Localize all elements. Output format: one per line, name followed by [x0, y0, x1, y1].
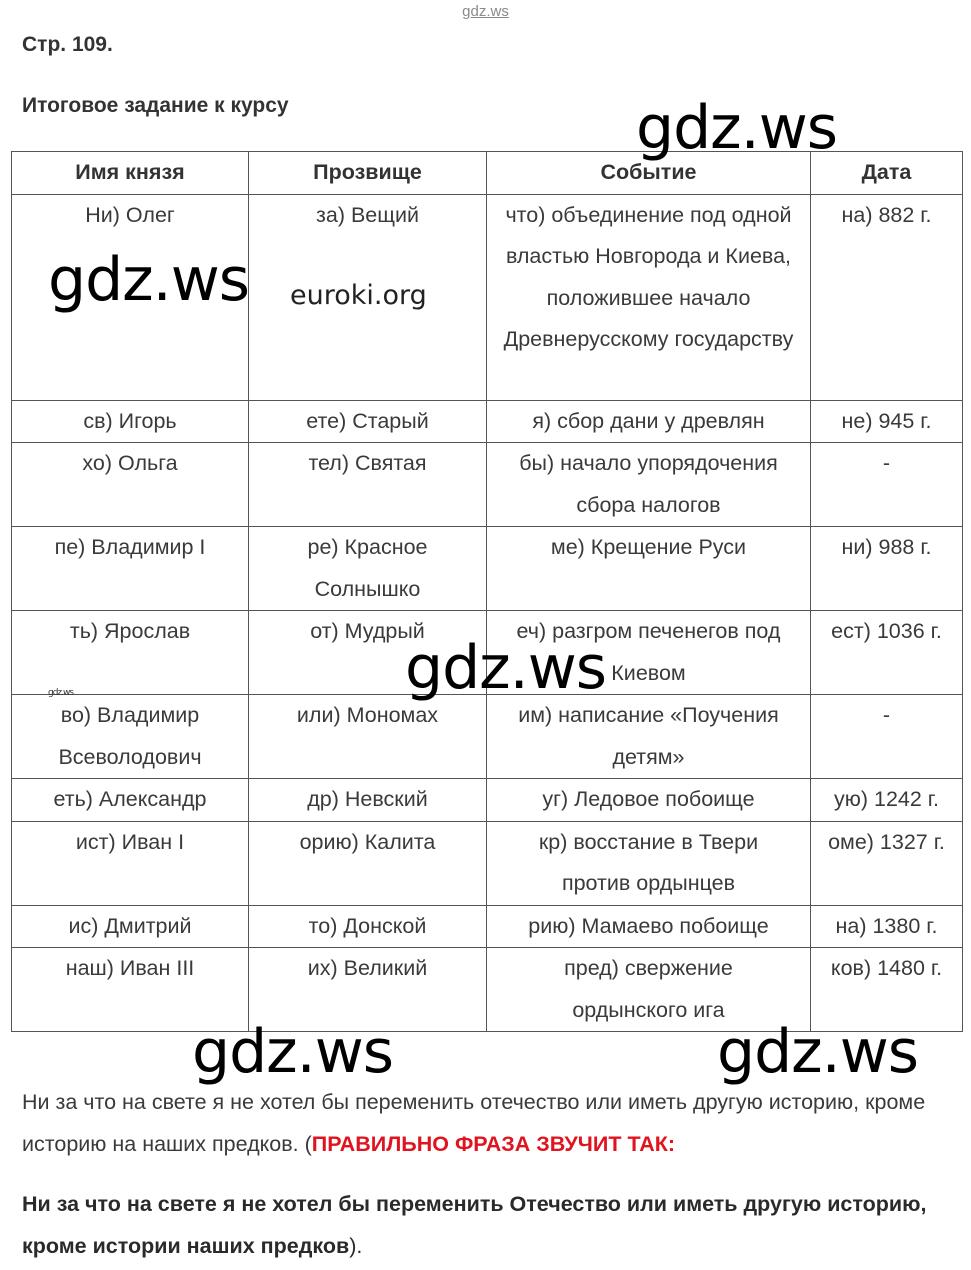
- correct-phrase: [22, 1183, 957, 1267]
- cell-event: ме) Крещение Руси: [487, 527, 811, 611]
- cell-date: на) 1380 г.: [811, 905, 963, 948]
- cell-nickname: или) Мономах: [249, 695, 487, 779]
- cell-event: пред) свержение ордынского ига: [487, 948, 811, 1032]
- cell-name: св) Игорь: [12, 400, 249, 443]
- cell-event: что) объединение под одной властью Новгорода и Киева, положившее начало Древнерусскому государству: [487, 194, 811, 400]
- table-row: [12, 695, 963, 779]
- cell-nickname: ете) Старый: [249, 400, 487, 443]
- watermark: gdz.ws: [48, 245, 250, 315]
- page-title: Стр. 109.: [22, 33, 113, 56]
- table-row: [12, 527, 963, 611]
- column-header-nickname: Прозвище: [249, 152, 487, 195]
- watermark: gdz.ws: [717, 1017, 919, 1087]
- cell-date: ест) 1036 г.: [811, 611, 963, 695]
- cell-date: ни) 988 г.: [811, 527, 963, 611]
- cell-nickname: тел) Святая: [249, 443, 487, 527]
- table-row: [12, 779, 963, 822]
- cell-event: бы) начало упорядочения сбора налогов: [487, 443, 811, 527]
- column-header-event: Событие: [487, 152, 811, 195]
- cell-date: -: [811, 695, 963, 779]
- subtitle: Итоговое задание к курсу: [22, 94, 289, 117]
- cell-name: хо) Ольга: [12, 443, 249, 527]
- cell-name: ис) Дмитрий: [12, 905, 249, 948]
- cell-event: кр) восстание в Твери против ордынцев: [487, 821, 811, 905]
- table-row: [12, 400, 963, 443]
- cell-date: ую) 1242 г.: [811, 779, 963, 822]
- column-header-date: Дата: [811, 152, 963, 195]
- cell-name: наш) Иван III: [12, 948, 249, 1032]
- table-row: [12, 905, 963, 948]
- watermark-small: gdz.ws: [48, 688, 74, 698]
- paragraph-text: Ни за что на свете я не хотел бы переменить отечество или иметь другую историю, кроме историю на наших предков. (: [22, 1090, 926, 1156]
- correct-phrase-text: Ни за что на свете я не хотел бы переменить Отечество или иметь другую историю, кроме истории наших предков: [22, 1192, 927, 1258]
- cell-nickname: их) Великий: [249, 948, 487, 1032]
- cell-nickname: ре) Красное Солнышко: [249, 527, 487, 611]
- correct-phrase-closing: ).: [349, 1234, 363, 1258]
- cell-nickname: орию) Калита: [249, 821, 487, 905]
- cell-nickname: за) Вещий: [249, 194, 487, 400]
- cell-name: еть) Александр: [12, 779, 249, 822]
- cell-date: -: [811, 443, 963, 527]
- top-watermark: gdz.ws: [462, 3, 509, 20]
- correction-highlight: ПРАВИЛЬНО ФРАЗА ЗВУЧИТ ТАК:: [311, 1132, 676, 1156]
- cell-date: на) 882 г.: [811, 194, 963, 400]
- cell-name: пе) Владимир I: [12, 527, 249, 611]
- table-row: [12, 821, 963, 905]
- watermark: gdz.ws: [192, 1017, 394, 1087]
- cell-name: ист) Иван I: [12, 821, 249, 905]
- table-row: [12, 443, 963, 527]
- cell-date: не) 945 г.: [811, 400, 963, 443]
- watermark: gdz.ws: [405, 633, 607, 703]
- explanation-paragraph: [22, 1081, 952, 1165]
- cell-event: уг) Ледовое побоище: [487, 779, 811, 822]
- euroki-watermark: euroki.org: [290, 280, 427, 311]
- cell-date: ков) 1480 г.: [811, 948, 963, 1032]
- cell-name: во) Владимир Всеволодович: [12, 695, 249, 779]
- cell-nickname: др) Невский: [249, 779, 487, 822]
- cell-nickname: от) Мудрый: [249, 611, 487, 695]
- cell-nickname: то) Донской: [249, 905, 487, 948]
- cell-event: еч) разгром печенегов под Киевом: [487, 611, 811, 695]
- watermark: gdz.ws: [636, 93, 838, 163]
- cell-name: ть) Ярослав: [12, 611, 249, 695]
- cell-name: Ни) Олег: [12, 194, 249, 400]
- cell-event: им) написание «Поучения детям»: [487, 695, 811, 779]
- cell-event: я) сбор дани у древлян: [487, 400, 811, 443]
- cell-event: рию) Мамаево побоище: [487, 905, 811, 948]
- column-header-name: Имя князя: [12, 152, 249, 195]
- cell-date: оме) 1327 г.: [811, 821, 963, 905]
